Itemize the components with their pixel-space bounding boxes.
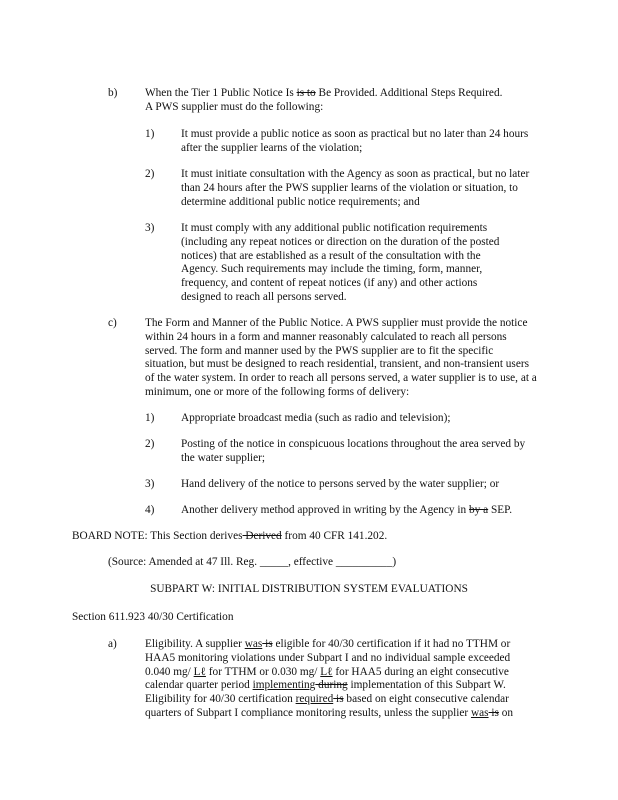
item-b-deleted-text: is to: [296, 87, 316, 99]
item-a-l6-inserted: was: [470, 706, 489, 719]
item-a-l6-deleted: is: [488, 706, 499, 719]
item-a-l1-text: Eligibility. A supplier: [145, 638, 245, 650]
item-c4-text-b: SEP.: [488, 504, 513, 516]
item-c4-deleted-text: by a: [469, 504, 489, 516]
item-b1-number: 1): [145, 128, 155, 140]
item-a-l5-inserted: required: [295, 693, 334, 706]
item-c4-number: 4): [145, 504, 155, 516]
item-c2-text: Posting of the notice in conspicuous locations throughout the area served by the water supplier;: [181, 438, 526, 464]
item-a-l4-deleted: during: [315, 679, 348, 692]
item-c-text: The Form and Manner of the Public Notice. A PWS supplier must provide the notice within 24 hours in a form and manner reasonably calculated to reach all persons served. The form and manner used by the PWS supplier are to fit the specific situation, but must be designed to reach residential, transient, and non-transient users of the water system. In order to reach all persons served, a water supplier is to use, at a minimum, one or more of the following forms of delivery:: [145, 317, 537, 398]
board-note: [72, 530, 552, 544]
item-c2-number: 2): [145, 438, 155, 450]
item-a-l3-inserted-1: Lℓ: [193, 665, 206, 678]
item-a-l5-deleted: is: [333, 693, 344, 706]
item-c1-text: Appropriate broadcast media (such as radio and television);: [181, 412, 451, 424]
item-a-l3-text: 0.040 mg/: [145, 665, 194, 678]
item-c4-text-a: Another delivery method approved in writing by the Agency in: [181, 504, 470, 516]
item-a-l3-inserted-2: Lℓ: [320, 665, 333, 678]
subpart-heading: SUBPART W: INITIAL DISTRIBUTION SYSTEM EVALUATIONS: [150, 583, 468, 595]
item-c3-text: Hand delivery of the notice to persons served by the water supplier; or: [181, 478, 500, 490]
item-b3-number: 3): [145, 222, 155, 234]
item-a-l4-text-2: implementation of this Subpart W.: [347, 679, 506, 692]
item-b-label: b): [108, 87, 118, 99]
item-b3-text: It must comply with any additional public notification requirements (including any repeat notices or direction on the duration of the posted notices) that are established as a result of the consultation with the Agency. Such requirements may include the timing, form, manner, frequency, and content of repeat notices (if any) and other actions designed to reach all persons served.: [181, 222, 500, 303]
item-a-label: a): [108, 638, 117, 650]
item-c4-text: [181, 504, 561, 518]
section-heading: Section 611.923 40/30 Certification: [72, 611, 234, 623]
item-a-l1-inserted: was: [244, 638, 263, 650]
item-a-l6-text: quarters of Subpart I compliance monitoring results, unless the supplier: [145, 706, 471, 719]
item-b-heading-text-2: Be Provided. Additional Steps Required.: [315, 87, 503, 99]
item-b-heading-text: When the Tier 1 Public Notice Is: [145, 87, 297, 99]
item-c1-number: 1): [145, 412, 155, 424]
item-b-intro: A PWS supplier must do the following:: [145, 100, 324, 113]
item-a-l5-text-2: based on eight consecutive calendar: [343, 693, 509, 706]
board-note-deleted-text: Derived: [242, 530, 282, 542]
board-note-text: BOARD NOTE: This Section derives: [72, 530, 243, 542]
item-a-l1-deleted: is: [262, 638, 273, 650]
item-a-l4-inserted: implementing: [252, 679, 316, 692]
item-b-heading: [145, 87, 545, 115]
item-a-l4-text: calendar quarter period: [145, 679, 253, 692]
item-a-l6-text-2: on: [498, 706, 514, 719]
item-c-label: c): [108, 317, 117, 329]
item-a-l3-text-2: for TTHM or 0.030 mg/: [205, 665, 321, 678]
source-note: (Source: Amended at 47 Ill. Reg. _____, effective __________): [108, 556, 397, 568]
item-b2-text: It must initiate consultation with the Agency as soon as practical, but no later than 24 hours after the PWS supplier learns of the violation or situation, to determine additional public notice requirements; and: [181, 168, 530, 208]
item-a-l3-text-3: for HAA5 during an eight consecutive: [332, 665, 509, 678]
item-b2-number: 2): [145, 168, 155, 180]
item-b1-text: It must provide a public notice as soon as practical but no later than 24 hours after the supplier learns of the violation;: [181, 128, 529, 154]
item-a-l1-text-2: eligible for 40/30 certification if it had no TTHM or: [272, 638, 511, 650]
item-a-l2-text: HAA5 monitoring violations under Subpart I and no individual sample exceeded: [145, 651, 511, 664]
board-note-text-2: from 40 CFR 141.202.: [281, 530, 388, 542]
item-c3-number: 3): [145, 478, 155, 490]
item-a-l5-text: Eligibility for 40/30 certification: [145, 693, 296, 706]
item-a-text: [145, 638, 555, 721]
